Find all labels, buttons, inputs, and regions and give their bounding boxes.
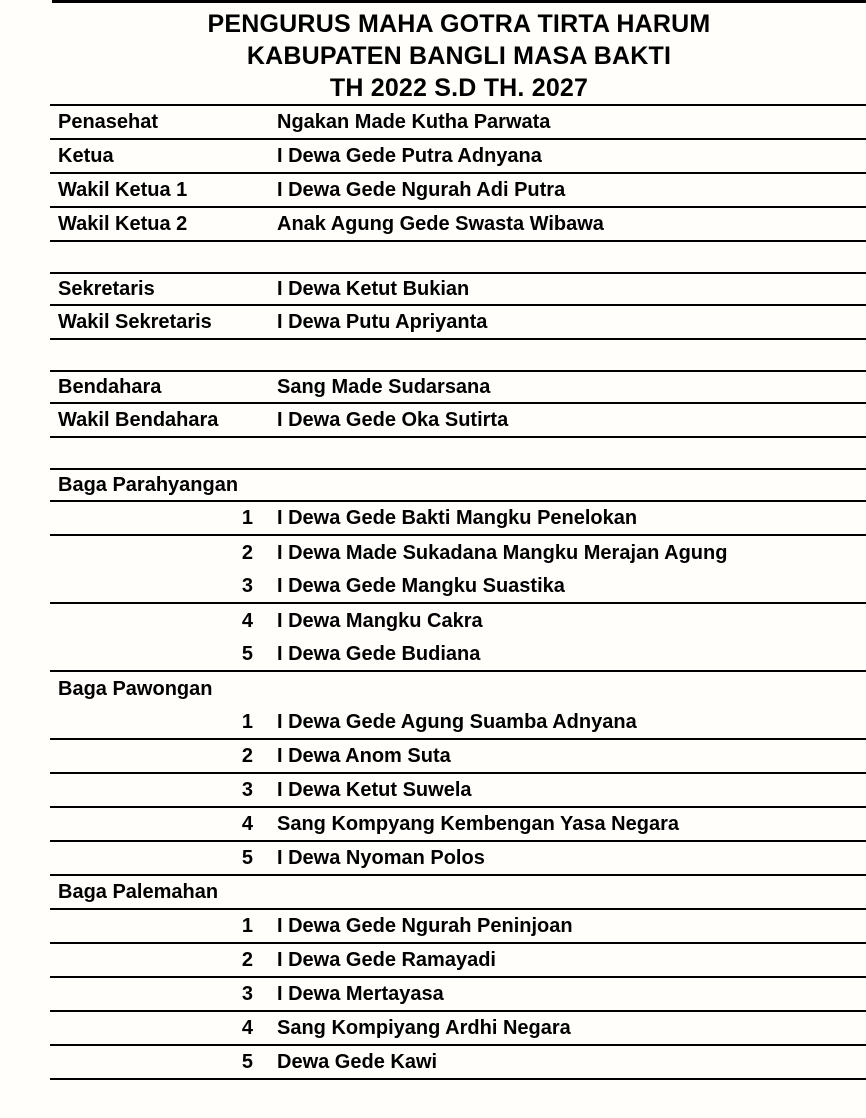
officer-row	[50, 306, 866, 340]
role-label: Wakil Ketua 2	[58, 212, 188, 235]
member-row	[50, 740, 866, 774]
person-name: Anak Agung Gede Swasta Wibawa	[277, 212, 604, 235]
member-number: 1	[241, 710, 253, 733]
member-number: 5	[241, 1050, 253, 1073]
person-name: I Dewa Gede Putra Adnyana	[277, 144, 542, 167]
person-name: I Dewa Gede Ramayadi	[277, 948, 496, 971]
person-name: Ngakan Made Kutha Parwata	[277, 110, 551, 133]
person-name: I Dewa Gede Ngurah Peninjoan	[277, 914, 573, 937]
person-name: I Dewa Gede Bakti Mangku Penelokan	[277, 506, 638, 529]
role-label: Ketua	[58, 144, 114, 167]
person-name: I Dewa Gede Oka Sutirta	[277, 408, 509, 431]
member-row	[50, 808, 866, 842]
role-label: Wakil Sekretaris	[58, 310, 212, 333]
person-name: Sang Kompyang Kembengan Yasa Negara	[277, 812, 679, 835]
member-row	[50, 502, 866, 536]
officer-row	[50, 106, 866, 140]
person-name: I Dewa Gede Budiana	[277, 642, 481, 665]
officer-row	[50, 174, 866, 208]
section-row	[50, 468, 866, 502]
section-label: Baga Parahyangan	[58, 473, 239, 496]
member-number: 2	[241, 541, 253, 564]
person-name: I Dewa Gede Ngurah Adi Putra	[277, 178, 566, 201]
section-label: Baga Palemahan	[58, 880, 219, 903]
role-label: Bendahara	[58, 375, 162, 398]
role-label: Wakil Ketua 1	[58, 178, 188, 201]
member-row	[50, 638, 866, 672]
person-name: I Dewa Mertayasa	[277, 982, 444, 1005]
member-number: 2	[241, 948, 253, 971]
title-line-1: PENGURUS MAHA GOTRA TIRTA HARUM	[207, 10, 711, 38]
member-row	[50, 706, 866, 740]
officer-row	[50, 370, 866, 404]
person-name: I Dewa Gede Agung Suamba Adnyana	[277, 710, 637, 733]
person-name: I Dewa Gede Mangku Suastika	[277, 574, 565, 597]
person-name: I Dewa Ketut Bukian	[277, 277, 470, 300]
person-name: I Dewa Anom Suta	[277, 744, 451, 767]
spacer-row	[50, 242, 866, 272]
member-number: 1	[241, 506, 253, 529]
member-number: 4	[241, 1016, 253, 1039]
document-title	[52, 0, 866, 104]
person-name: I Dewa Nyoman Polos	[277, 846, 485, 869]
person-name: I Dewa Mangku Cakra	[277, 609, 483, 632]
section-row	[50, 876, 866, 910]
member-row	[50, 774, 866, 808]
role-label: Sekretaris	[58, 277, 155, 300]
member-number: 3	[241, 982, 253, 1005]
member-row	[50, 570, 866, 604]
member-row	[50, 842, 866, 876]
member-number: 4	[241, 609, 253, 632]
person-name: Sang Made Sudarsana	[277, 375, 491, 398]
member-row	[50, 1012, 866, 1046]
member-number: 1	[241, 914, 253, 937]
member-row	[50, 978, 866, 1012]
title-line-3: TH 2022 S.D TH. 2027	[329, 74, 589, 102]
officer-row	[50, 272, 866, 306]
member-number: 4	[241, 812, 253, 835]
spacer-row	[50, 438, 866, 468]
role-label: Penasehat	[58, 110, 159, 133]
member-number: 2	[241, 744, 253, 767]
member-row	[50, 1046, 866, 1080]
member-row	[50, 910, 866, 944]
member-row	[50, 944, 866, 978]
person-name: Sang Kompiyang Ardhi Negara	[277, 1016, 571, 1039]
role-label: Wakil Bendahara	[58, 408, 219, 431]
officer-row	[50, 208, 866, 242]
officer-row	[50, 404, 866, 438]
person-name: I Dewa Ketut Suwela	[277, 778, 472, 801]
member-number: 5	[241, 642, 253, 665]
section-row	[50, 672, 866, 706]
person-name: I Dewa Putu Apriyanta	[277, 310, 488, 333]
org-table	[50, 104, 866, 1080]
title-line-2: KABUPATEN BANGLI MASA BAKTI	[246, 42, 672, 70]
person-name: Dewa Gede Kawi	[277, 1050, 438, 1073]
person-name: I Dewa Made Sukadana Mangku Merajan Agung	[277, 541, 728, 564]
top-rule	[52, 0, 866, 3]
spacer-row	[50, 340, 866, 370]
officer-row	[50, 140, 866, 174]
section-label: Baga Pawongan	[58, 677, 213, 700]
member-row	[50, 536, 866, 570]
member-number: 3	[241, 574, 253, 597]
member-row	[50, 604, 866, 638]
member-number: 3	[241, 778, 253, 801]
member-number: 5	[241, 846, 253, 869]
